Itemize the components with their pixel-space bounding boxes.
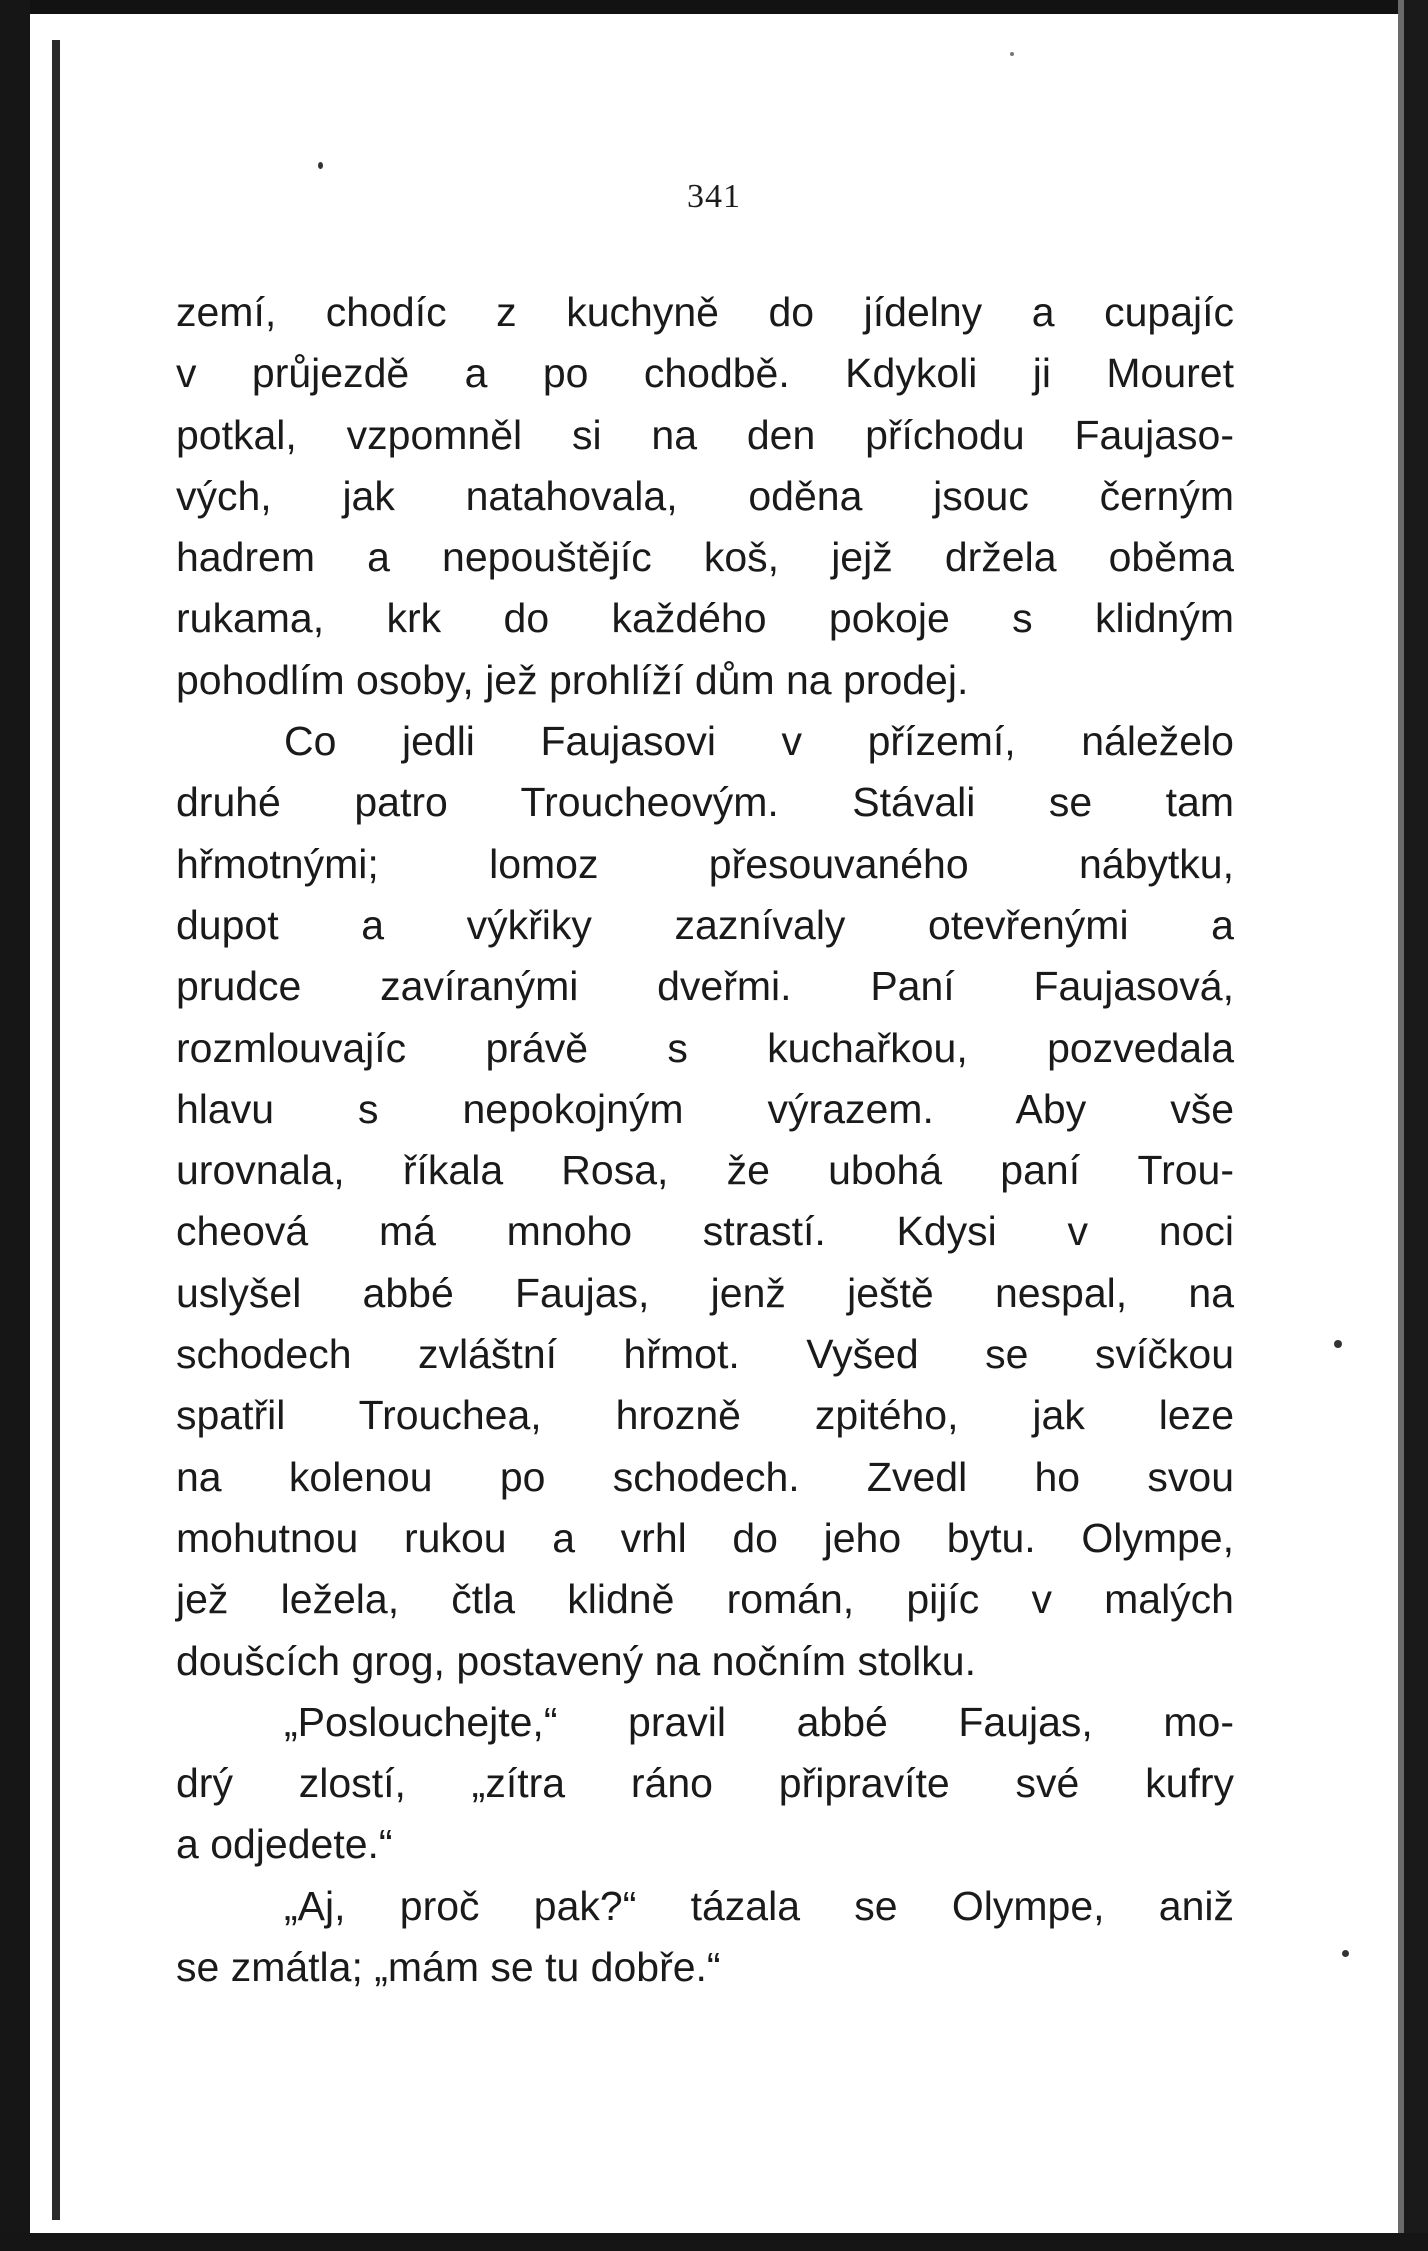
text-line: vých, jak natahovala, oděna jsouc černým xyxy=(176,472,1234,519)
text-line: hadrem a nepouštějíc koš, jejž držela oběma xyxy=(176,534,1234,581)
paper-speck xyxy=(1010,52,1014,56)
paper-speck xyxy=(318,162,323,169)
text-line: drý zlostí, „zítra ráno připravíte své kufry xyxy=(176,1760,1234,1807)
text-line: dupot a výkřiky zaznívaly otevřenými a xyxy=(176,901,1234,948)
text-line: urovnala, říkala Rosa, že ubohá paní Trou- xyxy=(176,1147,1234,1194)
text-line: v průjezdě a po chodbě. Kdykoli ji Mouret xyxy=(176,350,1234,397)
text-line: zemí, chodíc z kuchyně do jídelny a cupajíc xyxy=(176,289,1234,335)
paper-speck xyxy=(1342,1950,1349,1957)
text-line: uslyšel abbé Faujas, jenž ještě nespal, na xyxy=(176,1269,1234,1316)
text-line: spatřil Trouchea, hrozně zpitého, jak leze xyxy=(176,1392,1234,1439)
text-line: na kolenou po schodech. Zvedl ho svou xyxy=(176,1453,1234,1500)
text-line: druhé patro Troucheovým. Stávali se tam xyxy=(176,779,1234,826)
scan-border-left xyxy=(0,0,30,2251)
text-line: „Poslouchejte,“ pravil abbé Faujas, mo- xyxy=(284,1698,1234,1745)
text-line: doušcích grog, postavený na nočním stolku. xyxy=(176,1637,976,1684)
text-line: a odjedete.“ xyxy=(176,1821,393,1868)
text-line: jež ležela, čtla klidně román, pijíc v malých xyxy=(176,1576,1234,1623)
scan-border-bottom xyxy=(0,2233,1428,2251)
scan-border-right-shadow xyxy=(1398,0,1404,2251)
text-line: mohutnou rukou a vrhl do jeho bytu. Olympe, xyxy=(176,1514,1234,1561)
text-line: se zmátla; „mám se tu dobře.“ xyxy=(176,1944,721,1991)
scan-border-right xyxy=(1404,0,1428,2251)
text-line: cheová má mnoho strastí. Kdysi v noci xyxy=(176,1208,1234,1255)
text-line: hlavu s nepokojným výrazem. Aby vše xyxy=(176,1085,1234,1132)
text-line: potkal, vzpomněl si na den příchodu Faujaso- xyxy=(176,411,1234,458)
text-line: rukama, krk do každého pokoje s klidným xyxy=(176,595,1234,642)
body-text xyxy=(176,282,1234,1998)
text-line: „Aj, proč pak?“ tázala se Olympe, aniž xyxy=(284,1882,1234,1929)
book-spine-line xyxy=(52,40,60,2220)
text-line: hřmotnými; lomoz přesouvaného nábytku, xyxy=(176,840,1234,887)
paper-speck xyxy=(1334,1340,1342,1348)
text-line: pohodlím osoby, jež prohlíží dům na prodej. xyxy=(176,656,969,703)
text-line: prudce zavíranými dveřmi. Paní Faujasová, xyxy=(176,963,1234,1010)
page-number: 341 xyxy=(687,178,741,215)
text-line: schodech zvláštní hřmot. Vyšed se svíčkou xyxy=(176,1331,1234,1378)
text-line: Co jedli Faujasovi v přízemí, náleželo xyxy=(284,718,1234,765)
scan-border-top xyxy=(0,0,1428,14)
text-line: rozmlouvajíc právě s kuchařkou, pozvedala xyxy=(176,1024,1234,1071)
